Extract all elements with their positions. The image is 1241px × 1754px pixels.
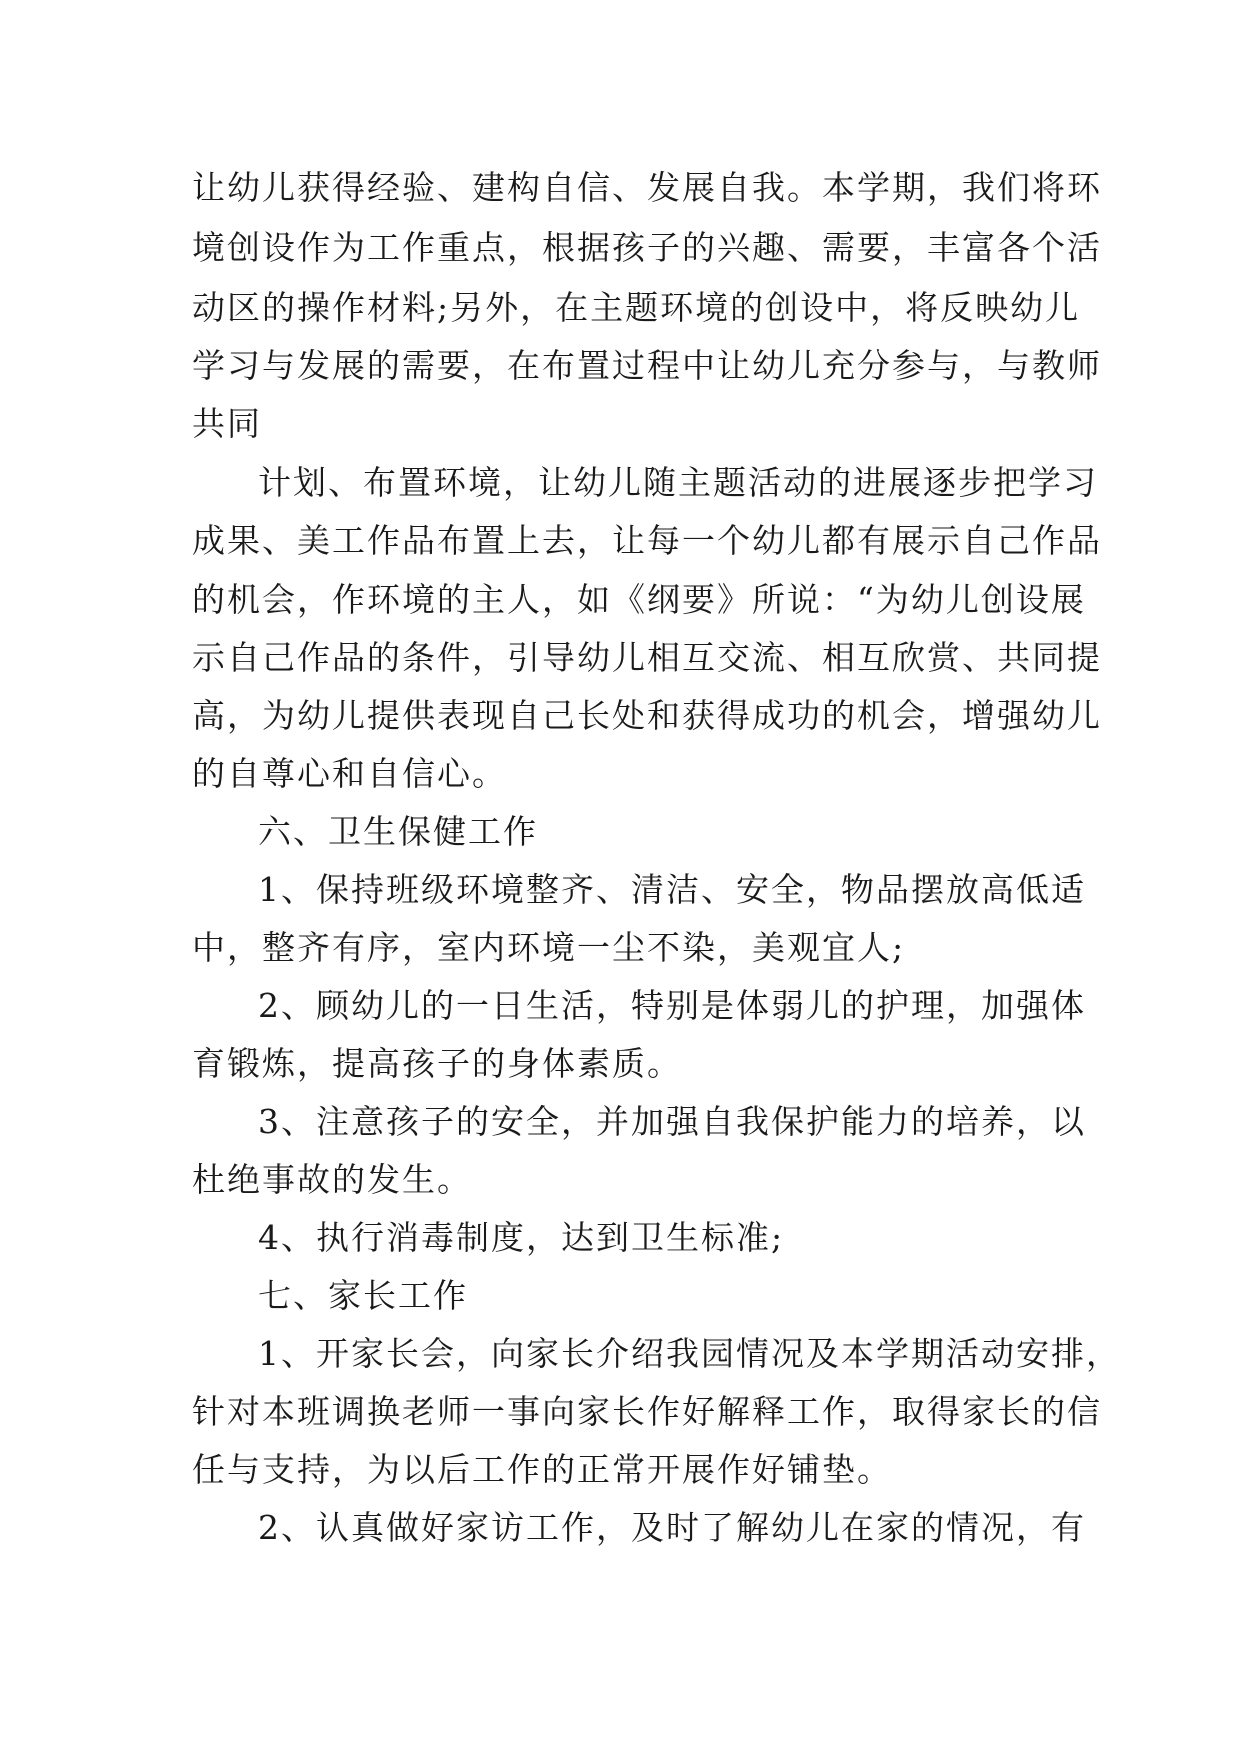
text-line: 针对本班调换老师一事向家长作好解释工作，取得家长的信 — [192, 1392, 1102, 1431]
text-line: 让幼儿获得经验、建构自信、发展自我。本学期，我们将环 — [192, 168, 1102, 207]
text-line: 2、认真做好家访工作，及时了解幼儿在家的情况，有 — [258, 1508, 1086, 1547]
text-line: 计划、布置环境，让幼儿随主题活动的进展逐步把学习 — [258, 463, 1098, 502]
text-line: 成果、美工作品布置上去，让每一个幼儿都有展示自己作品 — [192, 521, 1102, 560]
section-heading: 七、家长工作 — [258, 1276, 468, 1315]
text-line: 1、保持班级环境整齐、清洁、安全，物品摆放高低适 — [258, 870, 1086, 909]
text-line: 1、开家长会，向家长介绍我园情况及本学期活动安排， — [258, 1334, 1121, 1373]
text-line: 境创设作为工作重点，根据孩子的兴趣、需要，丰富各个活 — [192, 228, 1102, 267]
text-line: 学习与发展的需要，在布置过程中让幼儿充分参与，与教师 — [192, 346, 1102, 385]
text-line: 4、执行消毒制度，达到卫生标准; — [258, 1218, 785, 1257]
text-line: 高，为幼儿提供表现自己长处和获得成功的机会，增强幼儿 — [192, 696, 1102, 735]
text-line: 共同 — [192, 404, 262, 443]
text-line: 杜绝事故的发生。 — [192, 1160, 472, 1199]
text-line: 2、顾幼儿的一日生活，特别是体弱儿的护理，加强体 — [258, 986, 1086, 1025]
text-line: 动区的操作材料;另外，在主题环境的创设中，将反映幼儿 — [192, 288, 1081, 327]
text-line: 任与支持，为以后工作的正常开展作好铺垫。 — [192, 1450, 892, 1489]
text-line: 示自己作品的条件，引导幼儿相互交流、相互欣赏、共同提 — [192, 638, 1102, 677]
text-line: 中，整齐有序，室内环境一尘不染，美观宜人; — [192, 928, 906, 967]
text-line: 的机会，作环境的主人，如《纲要》所说：“为幼儿创设展 — [192, 580, 1086, 619]
text-line: 的自尊心和自信心。 — [192, 754, 507, 793]
section-heading: 六、卫生保健工作 — [258, 812, 538, 851]
text-line: 育锻炼，提高孩子的身体素质。 — [192, 1044, 682, 1083]
text-line: 3、注意孩子的安全，并加强自我保护能力的培养，以 — [258, 1102, 1086, 1141]
